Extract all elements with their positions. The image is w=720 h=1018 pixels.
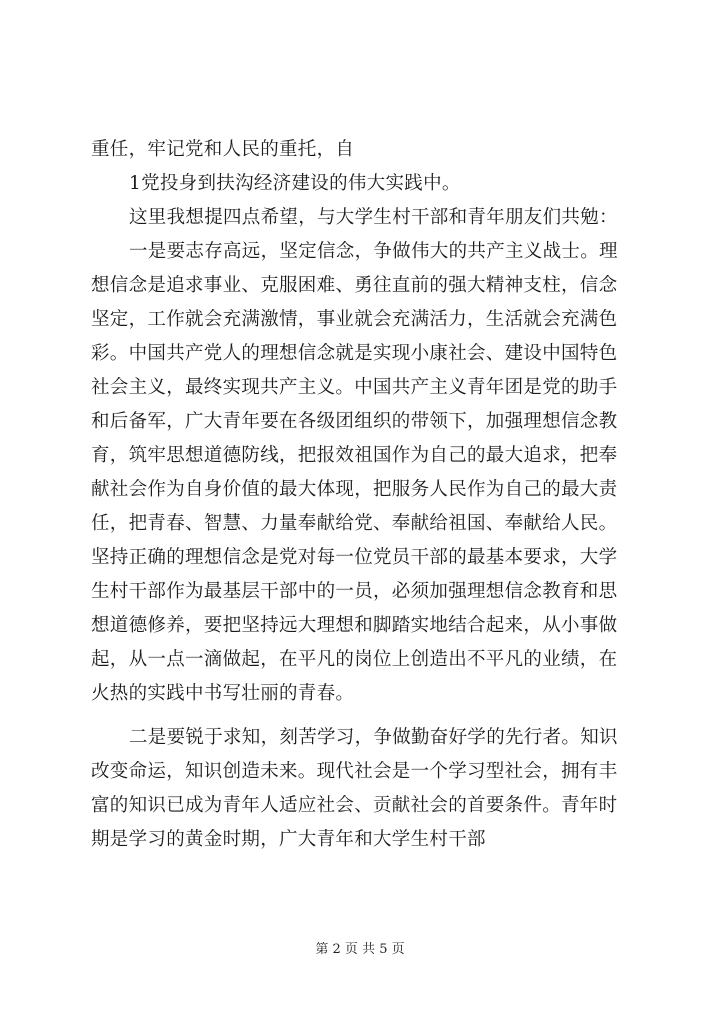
text-line: 和后备军，广大青年要在各级团组织的带领下，加强理想信念教 (91, 411, 618, 432)
text-line: 重任，牢记党和人民的重托，自 (91, 139, 355, 160)
text-line: 生村干部作为最基层干部中的一员，必须加强理想信念教育和思 (91, 581, 618, 602)
text-line: 想道德修养，要把坚持远大理想和脚踏实地结合起来，从小事做 (91, 615, 618, 636)
text-line: 改变命运，知识创造未来。现代社会是一个学习型社会，拥有丰 (91, 761, 618, 782)
text-line: 1党投身到扶沟经济建设的伟大实践中。 (129, 173, 461, 194)
text-line: 期是学习的黄金时期，广大青年和大学生村干部 (91, 829, 486, 850)
text-line: 社会主义，最终实现共产主义。中国共产主义青年团是党的助手 (91, 377, 618, 398)
body-text (91, 133, 631, 857)
text-line: 坚定，工作就会充满激情，事业就会充满活力，生活就会充满色 (91, 309, 618, 330)
text-line: 火热的实践中书写壮丽的青春。 (91, 683, 355, 704)
text-line: 富的知识已成为青年人适应社会、贡献社会的首要条件。青年时 (91, 795, 618, 816)
text-line: 育，筑牢思想道德防线，把报效祖国作为自己的最大追求，把奉 (91, 445, 618, 466)
text-line: 一是要志存高远，坚定信念，争做伟大的共产主义战士。理 (129, 241, 618, 262)
text-line: 起，从一点一滴做起，在平凡的岗位上创造出不平凡的业绩，在 (91, 649, 618, 670)
text-line: 这里我想提四点希望，与大学生村干部和青年朋友们共勉： (129, 207, 618, 228)
paragraph-gap (91, 711, 631, 721)
page-number-footer: 第 2 页 共 5 页 (315, 942, 405, 957)
text-line: 彩。中国共产党人的理想信念就是实现小康社会、建设中国特色 (91, 343, 618, 364)
text-line: 二是要锐于求知，刻苦学习，争做勤奋好学的先行者。知识 (129, 727, 618, 748)
text-line: 想信念是追求事业、克服困难、勇往直前的强大精神支柱，信念 (91, 275, 618, 296)
text-line: 坚持正确的理想信念是党对每一位党员干部的最基本要求，大学 (91, 547, 618, 568)
text-line: 任，把青春、智慧、力量奉献给党、奉献给祖国、奉献给人民。 (91, 513, 618, 534)
text-line: 献社会作为自身价值的最大体现，把服务人民作为自己的最大责 (91, 479, 618, 500)
